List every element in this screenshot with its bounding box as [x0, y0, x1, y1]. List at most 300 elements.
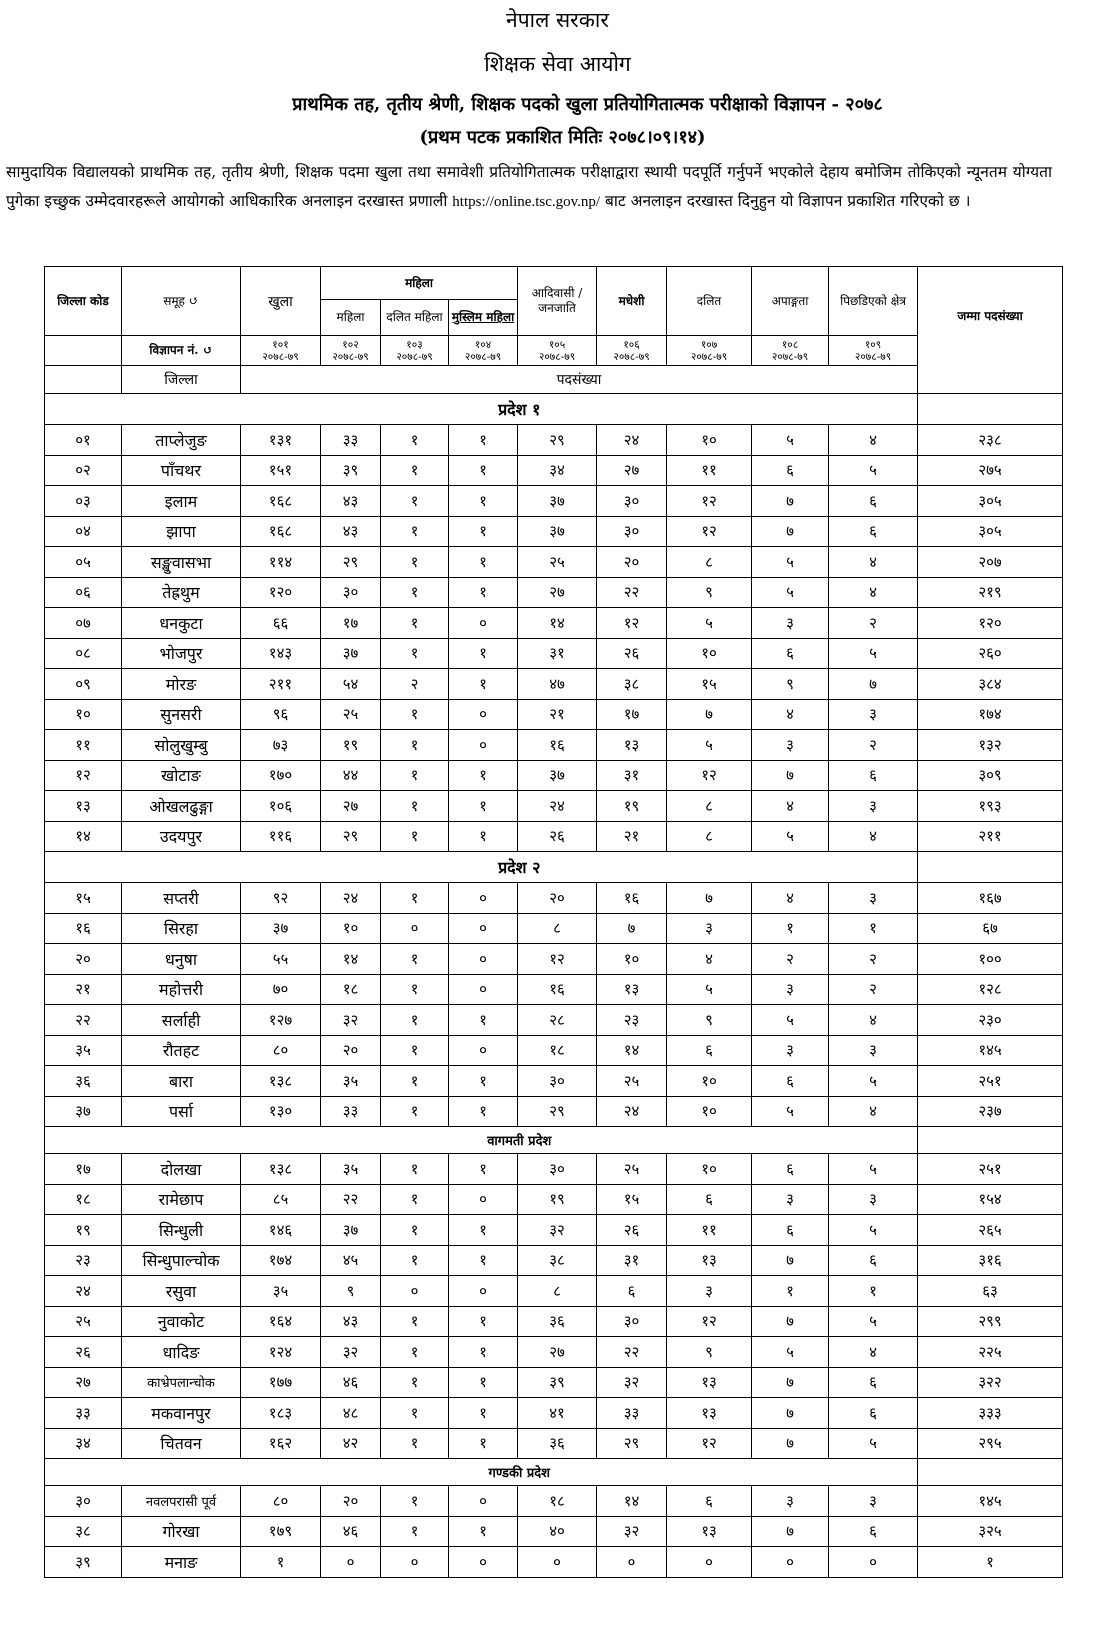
- district-name: नुवाकोट: [122, 1306, 241, 1337]
- adv-code-8: १०९ २०७८-७९: [829, 336, 918, 366]
- post-count-cell: १६८: [241, 486, 321, 517]
- post-count-cell: ८: [518, 913, 597, 944]
- post-count-cell: १४: [597, 1035, 667, 1066]
- district-code: २६: [45, 1337, 122, 1368]
- district-code: ३६: [45, 1066, 122, 1097]
- post-count-cell: ४: [752, 883, 829, 914]
- total-cell: ६७: [918, 913, 1063, 944]
- table-body: [45, 394, 1063, 1578]
- post-count-cell: ७: [752, 1367, 829, 1398]
- post-count-cell: ११४: [241, 547, 321, 578]
- post-count-cell: १: [449, 821, 518, 852]
- district-code-header-spacer2: [45, 366, 122, 394]
- post-count-cell: १५: [667, 669, 752, 700]
- post-count-cell: २१: [518, 699, 597, 730]
- district-code: २७: [45, 1367, 122, 1398]
- post-count-cell: ३५: [241, 1276, 321, 1307]
- post-count-cell: १: [449, 1398, 518, 1429]
- post-count-cell: ०: [381, 913, 449, 944]
- province-row: [45, 394, 1063, 425]
- post-count-cell: १५: [597, 1184, 667, 1215]
- post-count-cell: ८: [667, 547, 752, 578]
- post-count-cell: २९: [518, 425, 597, 456]
- total-cell: ३१६: [918, 1245, 1063, 1276]
- post-count-cell: ०: [449, 1547, 518, 1578]
- post-count-cell: ३२: [597, 1516, 667, 1547]
- table-row: [45, 547, 1063, 578]
- district-code: ३७: [45, 1096, 122, 1127]
- post-count-cell: ३: [752, 1184, 829, 1215]
- post-count-cell: ५: [829, 455, 918, 486]
- district-name: रसुवा: [122, 1276, 241, 1307]
- post-count-cell: ३०: [321, 577, 381, 608]
- district-name: उदयपुर: [122, 821, 241, 852]
- post-count-cell: १: [381, 1398, 449, 1429]
- post-count-cell: २२: [597, 1337, 667, 1368]
- post-count-cell: ०: [597, 1547, 667, 1578]
- post-count-cell: १: [381, 486, 449, 517]
- post-count-cell: २५: [597, 1066, 667, 1097]
- post-count-cell: १६२: [241, 1428, 321, 1459]
- post-count-cell: ४६: [321, 1367, 381, 1398]
- post-count-cell: १: [449, 791, 518, 822]
- district-code: ०४: [45, 516, 122, 547]
- table-row: [45, 730, 1063, 761]
- post-count-cell: १३०: [241, 1096, 321, 1127]
- table-row: [45, 974, 1063, 1005]
- post-count-cell: १२०: [241, 577, 321, 608]
- post-count-cell: १: [449, 1096, 518, 1127]
- post-count-cell: १५१: [241, 455, 321, 486]
- post-count-cell: १: [449, 1516, 518, 1547]
- total-cell: १४५: [918, 1035, 1063, 1066]
- table-row: [45, 1066, 1063, 1097]
- district-code: २४: [45, 1276, 122, 1307]
- post-count-cell: ५: [829, 1066, 918, 1097]
- post-count-cell: ०: [449, 1035, 518, 1066]
- post-count-cell: २: [752, 944, 829, 975]
- header-title: प्राथमिक तह, तृतीय श्रेणी, शिक्षक पदको खुला प्रतियोगितात्मक परीक्षाको विज्ञापन - २०७८: [292, 94, 883, 115]
- post-count-cell: ३३: [321, 425, 381, 456]
- post-count-cell: ८०: [241, 1486, 321, 1517]
- district-name: तेह्रथुम: [122, 577, 241, 608]
- post-count-cell: ६: [667, 1184, 752, 1215]
- total-cell: १९३: [918, 791, 1063, 822]
- post-count-cell: १३८: [241, 1154, 321, 1185]
- post-count-cell: १२: [667, 1306, 752, 1337]
- post-count-cell: १: [381, 547, 449, 578]
- post-count-cell: १०: [667, 638, 752, 669]
- post-count-cell: ३२: [321, 1005, 381, 1036]
- header-govt: नेपाल सरकार: [506, 8, 609, 32]
- post-count-cell: ३१: [518, 638, 597, 669]
- post-count-cell: १३: [667, 1398, 752, 1429]
- post-count-cell: ७: [752, 486, 829, 517]
- table-row: [45, 669, 1063, 700]
- post-count-cell: ३: [752, 730, 829, 761]
- post-count-cell: २३: [597, 1005, 667, 1036]
- post-count-cell: १: [449, 1306, 518, 1337]
- post-count-cell: ३२: [597, 1367, 667, 1398]
- table-row: [45, 1005, 1063, 1036]
- post-count-cell: १३: [667, 1245, 752, 1276]
- district-name: गोरखा: [122, 1516, 241, 1547]
- header-publish-date: (प्रथम पटक प्रकाशित मितिः २०७८।०९।१४): [419, 127, 706, 148]
- post-count-cell: १: [381, 883, 449, 914]
- post-count-cell: ३८: [597, 669, 667, 700]
- post-count-cell: १: [381, 516, 449, 547]
- post-count-cell: ७०: [241, 974, 321, 1005]
- post-count-cell: ५: [829, 1428, 918, 1459]
- post-count-cell: ३६: [518, 1428, 597, 1459]
- post-count-cell: १७: [321, 608, 381, 639]
- total-cell: १२०: [918, 608, 1063, 639]
- post-count-cell: ३३: [597, 1398, 667, 1429]
- post-count-cell: ९२: [241, 883, 321, 914]
- district-name: चितवन: [122, 1428, 241, 1459]
- post-count-cell: ५: [752, 425, 829, 456]
- post-count-cell: १०: [667, 1154, 752, 1185]
- post-count-cell: ७३: [241, 730, 321, 761]
- post-count-cell: ३९: [518, 1367, 597, 1398]
- post-count-cell: १: [449, 1428, 518, 1459]
- post-count-cell: ५: [829, 1215, 918, 1246]
- post-count-cell: ३: [829, 791, 918, 822]
- post-count-cell: ३७: [241, 913, 321, 944]
- post-count-cell: ५: [829, 1306, 918, 1337]
- total-cell: २३०: [918, 1005, 1063, 1036]
- post-count-cell: ०: [381, 1276, 449, 1307]
- post-count-cell: १३: [667, 1367, 752, 1398]
- district-code: ०१: [45, 425, 122, 456]
- post-count-cell: ४७: [518, 669, 597, 700]
- district-code: ३९: [45, 1547, 122, 1578]
- post-count-cell: १: [381, 1096, 449, 1127]
- table-row: [45, 1547, 1063, 1578]
- col-header-2: दलित महिला: [381, 300, 449, 336]
- table-row: [45, 699, 1063, 730]
- post-count-cell: ३७: [518, 486, 597, 517]
- post-count-cell: ६६: [241, 608, 321, 639]
- post-count-cell: २६: [518, 821, 597, 852]
- post-count-cell: २४: [518, 791, 597, 822]
- post-count-cell: १३१: [241, 425, 321, 456]
- post-count-cell: ३३: [321, 1096, 381, 1127]
- post-count-cell: ६: [829, 516, 918, 547]
- post-count-cell: ७: [597, 913, 667, 944]
- total-cell: २६५: [918, 1215, 1063, 1246]
- post-count-cell: ४३: [321, 516, 381, 547]
- post-count-cell: ३२: [321, 1337, 381, 1368]
- district-code: १८: [45, 1184, 122, 1215]
- post-count-cell: २: [829, 608, 918, 639]
- post-count-cell: ४१: [518, 1398, 597, 1429]
- post-count-cell: १४३: [241, 638, 321, 669]
- post-count-cell: २: [829, 974, 918, 1005]
- district-name: काभ्रेपलान्चोक: [122, 1367, 241, 1398]
- post-count-cell: १: [449, 486, 518, 517]
- district-name: पर्सा: [122, 1096, 241, 1127]
- post-count-cell: १: [752, 913, 829, 944]
- post-count-cell: ४: [829, 1005, 918, 1036]
- post-count-cell: ५: [667, 608, 752, 639]
- post-count-cell: ३८: [518, 1245, 597, 1276]
- post-count-cell: १७०: [241, 760, 321, 791]
- district-header: जिल्ला: [122, 366, 241, 394]
- post-count-cell: १४६: [241, 1215, 321, 1246]
- district-name: सिन्धुली: [122, 1215, 241, 1246]
- post-count-cell: ३५: [321, 1066, 381, 1097]
- district-code-header-spacer: [45, 336, 122, 366]
- post-count-cell: १: [381, 821, 449, 852]
- district-code: ३८: [45, 1516, 122, 1547]
- post-count-cell: १: [381, 638, 449, 669]
- post-count-cell: ८: [518, 1276, 597, 1307]
- post-count-cell: १३: [597, 730, 667, 761]
- post-count-cell: १६: [597, 883, 667, 914]
- post-count-cell: २: [829, 730, 918, 761]
- table-row: [45, 760, 1063, 791]
- post-count-cell: ३: [667, 913, 752, 944]
- post-count-cell: १२: [518, 944, 597, 975]
- post-count-cell: १६४: [241, 1306, 321, 1337]
- post-count-cell: १२४: [241, 1337, 321, 1368]
- post-count-cell: १९: [518, 1184, 597, 1215]
- post-count-cell: ५: [752, 821, 829, 852]
- post-count-cell: १९: [597, 791, 667, 822]
- post-count-cell: १०: [321, 913, 381, 944]
- post-count-cell: १: [381, 730, 449, 761]
- post-count-cell: ०: [321, 1547, 381, 1578]
- total-cell: १६७: [918, 883, 1063, 914]
- post-count-cell: १०: [597, 944, 667, 975]
- post-count-cell: ३: [752, 1035, 829, 1066]
- table-row: [45, 913, 1063, 944]
- total-cell: ६३: [918, 1276, 1063, 1307]
- district-name: बारा: [122, 1066, 241, 1097]
- table-row: [45, 1154, 1063, 1185]
- total-cell: ३३३: [918, 1398, 1063, 1429]
- post-count-cell: २४: [321, 883, 381, 914]
- table-row: [45, 1428, 1063, 1459]
- post-count-cell: ४३: [321, 1306, 381, 1337]
- post-count-cell: ४२: [321, 1428, 381, 1459]
- post-count-cell: ५: [752, 1096, 829, 1127]
- post-count-cell: १: [381, 1516, 449, 1547]
- table-row: [45, 1245, 1063, 1276]
- district-code: ३३: [45, 1398, 122, 1429]
- post-count-cell: १२: [667, 486, 752, 517]
- post-count-cell: ३९: [321, 455, 381, 486]
- post-count-cell: ०: [449, 974, 518, 1005]
- adv-code-3: १०४ २०७८-७९: [449, 336, 518, 366]
- post-count-cell: २०: [321, 1486, 381, 1517]
- post-count-cell: ३: [752, 974, 829, 1005]
- post-count-cell: १६८: [241, 516, 321, 547]
- district-code: २१: [45, 974, 122, 1005]
- post-count-cell: ५: [752, 577, 829, 608]
- post-count-cell: २०: [321, 1035, 381, 1066]
- table-row: [45, 1096, 1063, 1127]
- district-code: २५: [45, 1306, 122, 1337]
- district-name: धनकुटा: [122, 608, 241, 639]
- table-row: [45, 1184, 1063, 1215]
- post-count-cell: ६: [829, 486, 918, 517]
- post-count-cell: १: [829, 1276, 918, 1307]
- post-count-cell: २२: [321, 1184, 381, 1215]
- post-count-cell: ८०: [241, 1035, 321, 1066]
- col-header-6: दलित: [667, 267, 752, 336]
- post-count-cell: ४३: [321, 486, 381, 517]
- post-count-cell: २१: [597, 821, 667, 852]
- posts-header: पदसंख्या: [241, 366, 918, 394]
- district-name: सङ्खुवासभा: [122, 547, 241, 578]
- district-name: नवलपरासी पूर्व: [122, 1486, 241, 1517]
- post-count-cell: ३०: [518, 1066, 597, 1097]
- district-code: २२: [45, 1005, 122, 1036]
- post-count-cell: १९: [321, 730, 381, 761]
- intro-text-before: सामुदायिक विद्यालयको प्राथमिक तह, तृतीय श्रेणी, शिक्षक पदमा खुला तथा समावेशी प्रतियोगितात्मक परीक्षाद्वारा स्थायी पदपूर्ति गर्नुपर्ने भएकोले देहाय बमोजिम तोकिएको न्यूनतम योग्यता पुगेका इच्छुक उम्मेदवारहरूले आयोगको आधिकारिक अनलाइन दरखास्त प्रणाली: [6, 163, 1052, 210]
- post-count-cell: १४: [518, 608, 597, 639]
- table-row: [45, 821, 1063, 852]
- total-cell: ३२५: [918, 1516, 1063, 1547]
- intro-text-after: बाट अनलाइन दरखास्त दिनुहुन यो विज्ञापन प्रकाशित गरिएको छ ।: [605, 192, 971, 210]
- district-code-header: जिल्ला कोड: [45, 267, 122, 336]
- post-count-cell: १३: [667, 1516, 752, 1547]
- post-count-cell: ३७: [321, 1215, 381, 1246]
- table-row: [45, 1398, 1063, 1429]
- post-count-cell: ४: [752, 791, 829, 822]
- post-count-cell: ७: [667, 883, 752, 914]
- post-count-cell: ७: [752, 1306, 829, 1337]
- district-code: १५: [45, 883, 122, 914]
- post-count-cell: ६: [829, 1367, 918, 1398]
- district-code: १३: [45, 791, 122, 822]
- post-count-cell: ३०: [597, 516, 667, 547]
- total-cell: १५४: [918, 1184, 1063, 1215]
- col-header-0: खुला: [241, 267, 321, 336]
- post-count-cell: ५: [752, 1005, 829, 1036]
- post-count-cell: १: [381, 1486, 449, 1517]
- total-cell: २६०: [918, 638, 1063, 669]
- total-cell: २५१: [918, 1066, 1063, 1097]
- total-cell: १४५: [918, 1486, 1063, 1517]
- district-name: रौतहट: [122, 1035, 241, 1066]
- post-count-cell: १: [449, 516, 518, 547]
- post-count-cell: ४४: [321, 760, 381, 791]
- table-row: [45, 425, 1063, 456]
- post-count-cell: २९: [597, 1428, 667, 1459]
- post-count-cell: १: [449, 1337, 518, 1368]
- post-count-cell: ७: [667, 699, 752, 730]
- post-count-cell: ०: [667, 1547, 752, 1578]
- post-count-cell: ३: [829, 883, 918, 914]
- total-header: जम्मा पदसंख्या: [918, 267, 1063, 366]
- district-name: सिरहा: [122, 913, 241, 944]
- post-count-cell: ५: [667, 974, 752, 1005]
- post-count-cell: १: [381, 608, 449, 639]
- post-count-cell: ०: [449, 1276, 518, 1307]
- col-header-1: महिला: [321, 300, 381, 336]
- post-count-cell: १: [449, 425, 518, 456]
- post-count-cell: ७: [752, 516, 829, 547]
- post-count-cell: ०: [829, 1547, 918, 1578]
- intro-url[interactable]: https://online.tsc.gov.np/: [452, 194, 601, 210]
- post-count-cell: ३७: [518, 516, 597, 547]
- post-count-cell: ०: [449, 1486, 518, 1517]
- district-code: ०५: [45, 547, 122, 578]
- post-count-cell: १: [381, 1066, 449, 1097]
- post-count-cell: ३१: [597, 1245, 667, 1276]
- post-count-cell: १: [381, 425, 449, 456]
- district-name: धनुषा: [122, 944, 241, 975]
- post-count-cell: ४: [829, 1337, 918, 1368]
- post-count-cell: ३२: [518, 1215, 597, 1246]
- post-count-cell: ३७: [321, 638, 381, 669]
- district-name: इलाम: [122, 486, 241, 517]
- post-count-cell: १: [829, 913, 918, 944]
- post-count-cell: १: [381, 577, 449, 608]
- district-code: १२: [45, 760, 122, 791]
- post-count-cell: १: [449, 1245, 518, 1276]
- post-count-cell: ४: [829, 547, 918, 578]
- province-name: प्रदेश २: [122, 852, 918, 883]
- post-count-cell: १७: [597, 699, 667, 730]
- total-cell: १७४: [918, 699, 1063, 730]
- post-count-cell: ०: [449, 699, 518, 730]
- post-count-cell: ९: [667, 1337, 752, 1368]
- table-row: [45, 638, 1063, 669]
- post-count-cell: १: [381, 1306, 449, 1337]
- post-count-cell: ३: [752, 1486, 829, 1517]
- table-row: [45, 1306, 1063, 1337]
- province-row: [45, 1459, 1063, 1486]
- post-count-cell: १८३: [241, 1398, 321, 1429]
- post-count-cell: १६: [518, 730, 597, 761]
- post-count-cell: ७: [829, 669, 918, 700]
- post-count-cell: २: [829, 944, 918, 975]
- post-count-cell: ११: [667, 1215, 752, 1246]
- total-cell: २३७: [918, 1096, 1063, 1127]
- col-header-3: मुस्लिम महिला: [449, 300, 518, 336]
- total-header-spacer: [918, 366, 1063, 394]
- district-code: १६: [45, 913, 122, 944]
- province-row: [45, 1127, 1063, 1154]
- post-count-cell: १०: [667, 425, 752, 456]
- post-count-cell: ४: [829, 425, 918, 456]
- post-count-cell: ३०: [597, 1306, 667, 1337]
- post-count-cell: २५: [597, 1154, 667, 1185]
- post-count-cell: ९: [667, 577, 752, 608]
- total-cell: २५१: [918, 1154, 1063, 1185]
- post-count-cell: २७: [597, 455, 667, 486]
- post-count-cell: १३८: [241, 1066, 321, 1097]
- table-row: [45, 791, 1063, 822]
- post-count-cell: १: [449, 577, 518, 608]
- post-count-cell: ४: [667, 944, 752, 975]
- post-count-cell: ३०: [518, 1154, 597, 1185]
- post-count-cell: १०: [667, 1066, 752, 1097]
- post-count-cell: १३: [597, 974, 667, 1005]
- post-count-cell: १: [449, 547, 518, 578]
- post-count-cell: ६: [752, 1066, 829, 1097]
- post-count-cell: ४०: [518, 1516, 597, 1547]
- post-count-cell: ३७: [518, 760, 597, 791]
- post-count-cell: ६: [829, 1516, 918, 1547]
- post-count-cell: १४: [597, 1486, 667, 1517]
- post-count-cell: ३४: [518, 455, 597, 486]
- district-code: ११: [45, 730, 122, 761]
